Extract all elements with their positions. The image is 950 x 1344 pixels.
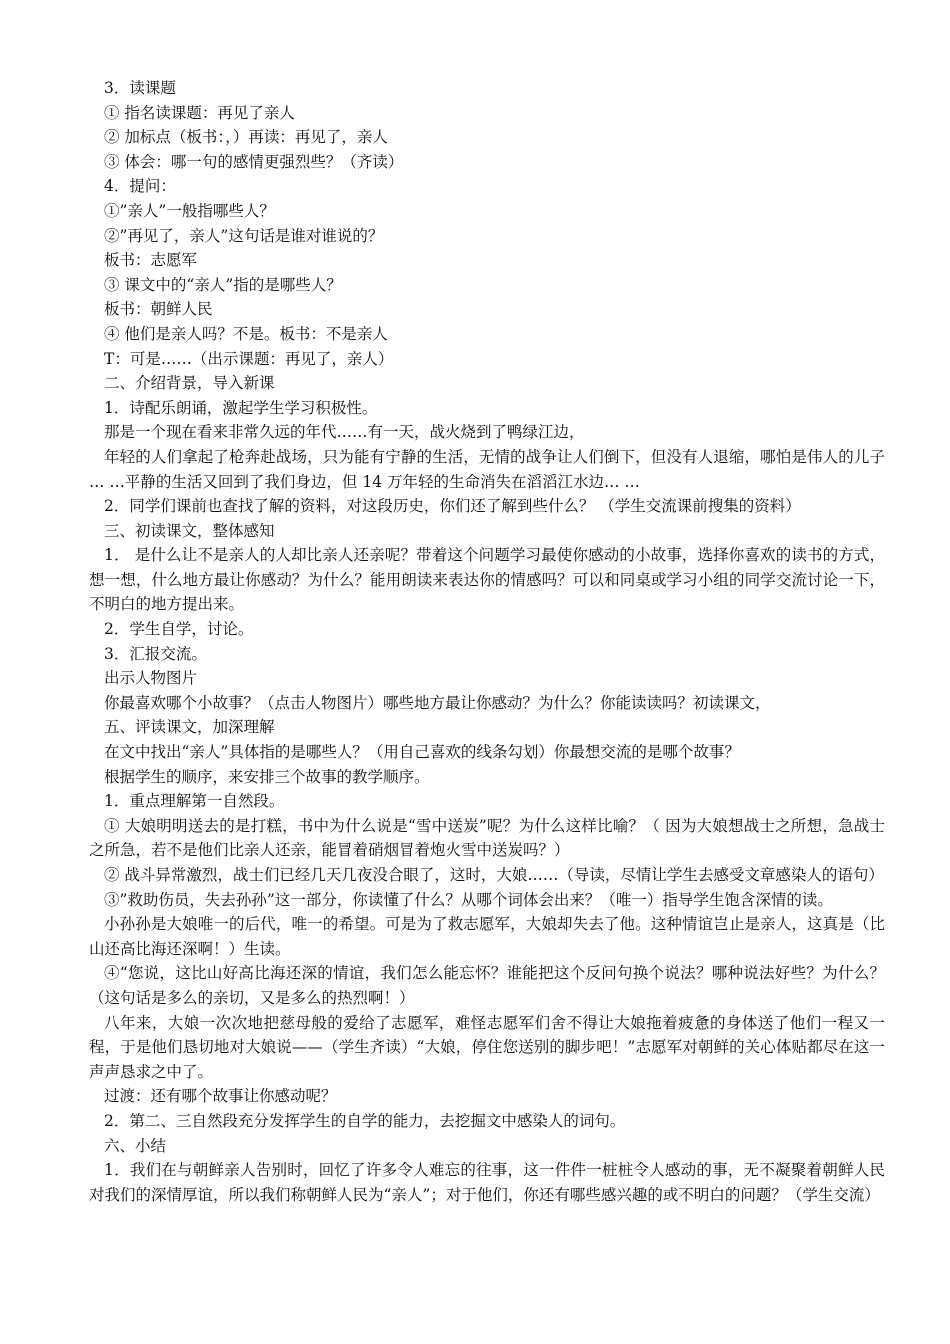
paragraph: ④ 他们是亲人吗？不是。板书：不是亲人 [104, 324, 388, 343]
paragraph: 在文中找出“亲人”具体指的是哪些人？（用自己喜欢的线条勾划）你最想交流的是哪个故事？ [104, 743, 740, 762]
paragraph: 出示人物图片 [104, 669, 198, 688]
paragraph: ④“您说，这比山好高比海还深的情谊，我们怎么能忘怀？谁能把这个反问句换个说法？哪种说法好些？为什么？（这句话是多么的亲切，又是多么的热烈啊！） [89, 964, 885, 1007]
paragraph: 你最喜欢哪个小故事？（点击人物图片）哪些地方最让你感动？为什么？你能读读吗？初读课文， [104, 693, 771, 712]
document-body [89, 76, 885, 1207]
paragraph: 八年来，大娘一次次地把慈母般的爱给了志愿军，难怪志愿军们舍不得让大娘拖着疲惫的身体送了他们一程又一程，于是他们恳切地对大娘说——（学生齐读）“大娘，停住您送别的脚步吧！”志愿军对朝鲜的关心体贴都尽在这一声声恳求之中了。 [89, 1013, 885, 1081]
paragraph: 1．我们在与朝鲜亲人告别时，回忆了许多令人难忘的往事，这一件件一桩桩令人感动的事，无不凝聚着朝鲜人民对我们的深情厚谊，所以我们称朝鲜人民为“亲人”；对于他们，你还有哪些感兴趣的或不明白的问题？（学生交流） [89, 1161, 885, 1204]
paragraph: 2．同学们课前也查找了解的资料，对这段历史，你们还了解到些什么？ （学生交流课前搜集的资料） [104, 497, 801, 516]
paragraph: ①”亲人”一般指哪些人？ [104, 201, 275, 220]
paragraph: ③ 课文中的“亲人”指的是哪些人？ [104, 275, 342, 294]
paragraph: 3．汇报交流。 [104, 644, 207, 663]
paragraph: T：可是……（出示课题：再见了，亲人） [104, 349, 394, 368]
paragraph: 板书：志愿军 [104, 251, 198, 270]
paragraph: ③”救助伤员，失去孙孙”这一部分，你读懂了什么？从哪个词体会出来？（唯一）指导学生饱含深情的读。 [104, 890, 833, 909]
paragraph: 过渡：还有哪个故事让你感动呢？ [104, 1087, 337, 1106]
paragraph: ②”再见了，亲人”这句话是谁对谁说的？ [104, 226, 384, 245]
section-heading: 二、介绍背景，导入新课 [104, 374, 275, 393]
paragraph: 年轻的人们拿起了枪奔赴战场，只为能有宁静的生活，无情的战争让人们倒下，但没有人退缩，哪怕是伟人的儿子 … …平静的生活又回到了我们身边，但 14 万年轻的生命消失在滔滔江水边… … [89, 447, 885, 491]
paragraph: 2．学生自学，讨论。 [104, 620, 254, 639]
paragraph: 根据学生的顺序，来安排三个故事的教学顺序。 [104, 767, 430, 786]
paragraph: 4．提问： [104, 177, 176, 196]
section-heading: 五、评读课文，加深理解 [104, 718, 275, 737]
paragraph: ② 加标点（板书：，）再读：再见了，亲人 [104, 128, 388, 147]
paragraph: 1． 是什么让不是亲人的人却比亲人还亲呢？带着这个问题学习最使你感动的小故事，选择你喜欢的读书的方式，想一想，什么地方最让你感动？为什么？能用朗读来表达你的情感吗？可以和同桌或学习小组的同学交流讨论一下，不明白的地方提出来。 [89, 546, 885, 614]
section-heading: 六、小结 [104, 1136, 167, 1155]
paragraph: 1．诗配乐朗诵，激起学生学习积极性。 [104, 398, 378, 417]
paragraph: 2．第二、三自然段充分发挥学生的自学的能力，去挖掘文中感染人的词句。 [104, 1111, 626, 1130]
paragraph: ③ 体会：哪一句的感情更强烈些？（齐读） [104, 152, 404, 171]
paragraph: ① 指名读课题：再见了亲人 [104, 103, 295, 122]
paragraph: ② 战斗异常激烈，战士们已经几天几夜没合眼了，这时，大娘……（导读，尽情让学生去感受文章感染人的语句） [104, 866, 884, 884]
paragraph: 1．重点理解第一自然段。 [104, 792, 285, 811]
paragraph: 那是一个现在看来非常久远的年代……有一天，战火烧到了鸭绿江边， [104, 423, 585, 442]
paragraph: 板书：朝鲜人民 [104, 300, 213, 319]
paragraph: ① 大娘明明送去的是打糕，书中为什么说是“雪中送炭”呢？为什么这样比喻？（ 因为大娘想战士之所想，急战士之所急，若不是他们比亲人还亲，能冒着硝烟冒着炮火雪中送炭吗？） [89, 816, 885, 860]
section-heading: 三、初读课文，整体感知 [104, 521, 275, 540]
paragraph: 3．读课题 [104, 79, 176, 97]
paragraph: 小孙孙是大娘唯一的后代，唯一的希望。可是为了救志愿军，大娘却失去了他。这种情谊岂止是亲人，这真是（比山还高比海还深啊！）生读。 [89, 915, 885, 958]
